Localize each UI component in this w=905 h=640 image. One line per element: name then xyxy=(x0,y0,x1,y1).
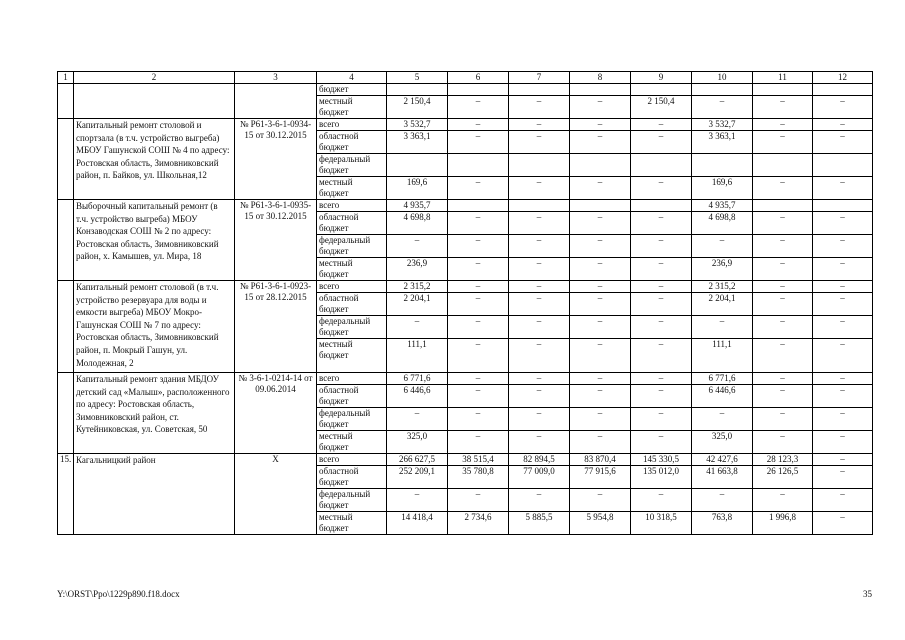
value-cell xyxy=(813,84,873,96)
value-cell: – xyxy=(813,512,873,535)
funding-source-cell: всего xyxy=(317,281,387,293)
value-cell: – xyxy=(570,339,631,373)
value-cell: – xyxy=(813,339,873,373)
funding-source-cell: федеральный бюджет xyxy=(317,408,387,431)
value-cell: – xyxy=(570,373,631,385)
value-cell xyxy=(509,84,570,96)
budget-table xyxy=(57,71,873,535)
value-cell: 77 009,0 xyxy=(509,466,570,489)
row-number-cell: 15. xyxy=(58,454,74,535)
value-cell: – xyxy=(813,408,873,431)
value-cell: 4 698,8 xyxy=(387,212,448,235)
value-cell: – xyxy=(631,235,692,258)
funding-source-cell: местный бюджет xyxy=(317,512,387,535)
value-cell: 2 150,4 xyxy=(631,96,692,119)
object-name-cell: Кагальницкий район xyxy=(74,454,235,535)
value-cell: – xyxy=(631,431,692,454)
value-cell: 325,0 xyxy=(692,431,753,454)
funding-source-cell: всего xyxy=(317,454,387,466)
value-cell: 266 627,5 xyxy=(387,454,448,466)
value-cell: – xyxy=(570,131,631,154)
value-cell: 82 894,5 xyxy=(509,454,570,466)
value-cell: 77 915,6 xyxy=(570,466,631,489)
value-cell: 35 780,8 xyxy=(448,466,509,489)
object-name-cell: Выборочный капитальный ремонт (в т.ч. устройство выгреба) МБОУ Конзаводская СОШ № 2 по адресу: Ростовская область, Зимовниковский район, х. Камышев, ул. Мира, 18 xyxy=(74,200,235,281)
value-cell: – xyxy=(387,235,448,258)
funding-source-cell: местный бюджет xyxy=(317,177,387,200)
value-cell: – xyxy=(631,281,692,293)
value-cell: – xyxy=(813,293,873,316)
value-cell: – xyxy=(692,408,753,431)
value-cell: – xyxy=(813,316,873,339)
footer-file-path: Y:\ORST\Ppo\1229p890.f18.docx xyxy=(57,589,180,599)
document-number-cell: № Р61-3-6-1-0934-15 от 30.12.2015 xyxy=(235,119,317,200)
header-cell: 3 xyxy=(235,72,317,84)
table-row xyxy=(58,454,873,466)
value-cell: – xyxy=(448,177,509,200)
value-cell: 325,0 xyxy=(387,431,448,454)
value-cell xyxy=(692,154,753,177)
value-cell: 763,8 xyxy=(692,512,753,535)
value-cell: – xyxy=(813,385,873,408)
value-cell xyxy=(570,154,631,177)
value-cell: – xyxy=(448,131,509,154)
value-cell: – xyxy=(448,293,509,316)
value-cell: – xyxy=(570,235,631,258)
value-cell xyxy=(753,200,813,212)
funding-source-cell: бюджет xyxy=(317,84,387,96)
value-cell: 1 996,8 xyxy=(753,512,813,535)
value-cell: – xyxy=(631,408,692,431)
value-cell: – xyxy=(448,408,509,431)
value-cell: – xyxy=(570,96,631,119)
value-cell: 5 885,5 xyxy=(509,512,570,535)
value-cell: – xyxy=(692,489,753,512)
value-cell: – xyxy=(509,212,570,235)
value-cell: – xyxy=(753,293,813,316)
value-cell: – xyxy=(509,385,570,408)
value-cell: – xyxy=(448,235,509,258)
value-cell: – xyxy=(753,489,813,512)
value-cell: – xyxy=(813,235,873,258)
header-cell: 5 xyxy=(387,72,448,84)
value-cell xyxy=(813,154,873,177)
value-cell: – xyxy=(448,212,509,235)
value-cell: 135 012,0 xyxy=(631,466,692,489)
header-cell: 12 xyxy=(813,72,873,84)
object-name-cell: Капитальный ремонт столовой (в т.ч. устройство резервуара для воды и емкости выгреба) МБОУ Мокро-Гашунская СОШ № 7 по адресу: Ростовская область, Зимовниковский район, п. Мокрый Гашун, ул. Молодежная, 2 xyxy=(74,281,235,373)
value-cell: 5 954,8 xyxy=(570,512,631,535)
value-cell: – xyxy=(813,466,873,489)
value-cell: – xyxy=(448,258,509,281)
value-cell: 2 315,2 xyxy=(692,281,753,293)
value-cell: – xyxy=(753,408,813,431)
header-cell: 4 xyxy=(317,72,387,84)
value-cell: 169,6 xyxy=(387,177,448,200)
value-cell: 111,1 xyxy=(387,339,448,373)
value-cell: – xyxy=(631,258,692,281)
row-number-cell xyxy=(58,84,74,119)
value-cell: – xyxy=(570,489,631,512)
value-cell: – xyxy=(448,96,509,119)
value-cell xyxy=(448,200,509,212)
value-cell: – xyxy=(631,131,692,154)
value-cell: 145 330,5 xyxy=(631,454,692,466)
value-cell xyxy=(387,154,448,177)
header-cell: 9 xyxy=(631,72,692,84)
value-cell: – xyxy=(509,119,570,131)
header-cell: 7 xyxy=(509,72,570,84)
value-cell: – xyxy=(813,281,873,293)
value-cell: – xyxy=(813,454,873,466)
object-name-cell: Капитальный ремонт здания МБДОУ детский сад «Малыш», расположенного по адресу: Ростовская область, Зимовниковский район, ст. Кутейниковская, ул. Советская, 50 xyxy=(74,373,235,454)
funding-source-cell: областной бюджет xyxy=(317,385,387,408)
document-number-cell: № Р61-3-6-1-0935-15 от 30.12.2015 xyxy=(235,200,317,281)
value-cell: – xyxy=(448,373,509,385)
value-cell: – xyxy=(753,119,813,131)
value-cell: – xyxy=(509,431,570,454)
value-cell: 26 126,5 xyxy=(753,466,813,489)
funding-source-cell: федеральный бюджет xyxy=(317,489,387,512)
value-cell: 28 123,3 xyxy=(753,454,813,466)
value-cell xyxy=(631,154,692,177)
value-cell: – xyxy=(509,96,570,119)
value-cell: – xyxy=(631,212,692,235)
value-cell: 236,9 xyxy=(387,258,448,281)
header-row xyxy=(58,72,873,84)
value-cell: 111,1 xyxy=(692,339,753,373)
value-cell: – xyxy=(753,373,813,385)
value-cell: 14 418,4 xyxy=(387,512,448,535)
value-cell: – xyxy=(509,316,570,339)
value-cell: – xyxy=(509,408,570,431)
value-cell: – xyxy=(570,431,631,454)
header-cell: 10 xyxy=(692,72,753,84)
value-cell: – xyxy=(753,212,813,235)
value-cell: – xyxy=(753,385,813,408)
value-cell: 2 315,2 xyxy=(387,281,448,293)
value-cell: – xyxy=(387,316,448,339)
value-cell: – xyxy=(813,212,873,235)
value-cell: – xyxy=(509,489,570,512)
funding-source-cell: всего xyxy=(317,119,387,131)
value-cell: 3 532,7 xyxy=(387,119,448,131)
value-cell: – xyxy=(631,119,692,131)
value-cell: 4 935,7 xyxy=(692,200,753,212)
value-cell: 83 870,4 xyxy=(570,454,631,466)
value-cell xyxy=(631,200,692,212)
value-cell: – xyxy=(448,431,509,454)
value-cell: 169,6 xyxy=(692,177,753,200)
value-cell: 6 446,6 xyxy=(692,385,753,408)
value-cell: 2 204,1 xyxy=(692,293,753,316)
value-cell: – xyxy=(813,431,873,454)
value-cell: – xyxy=(387,489,448,512)
value-cell: 6 771,6 xyxy=(692,373,753,385)
value-cell: – xyxy=(509,281,570,293)
value-cell: – xyxy=(692,316,753,339)
value-cell: – xyxy=(813,96,873,119)
value-cell: – xyxy=(631,339,692,373)
value-cell xyxy=(753,154,813,177)
row-number-cell xyxy=(58,373,74,454)
value-cell: 3 532,7 xyxy=(692,119,753,131)
funding-source-cell: местный бюджет xyxy=(317,96,387,119)
value-cell: 42 427,6 xyxy=(692,454,753,466)
header-cell: 6 xyxy=(448,72,509,84)
value-cell: 3 363,1 xyxy=(387,131,448,154)
value-cell: 4 935,7 xyxy=(387,200,448,212)
value-cell xyxy=(387,84,448,96)
value-cell: – xyxy=(570,316,631,339)
value-cell: – xyxy=(448,339,509,373)
funding-source-cell: федеральный бюджет xyxy=(317,235,387,258)
row-number-cell xyxy=(58,281,74,373)
funding-source-cell: федеральный бюджет xyxy=(317,154,387,177)
funding-source-cell: всего xyxy=(317,373,387,385)
value-cell: – xyxy=(509,177,570,200)
value-cell: – xyxy=(692,96,753,119)
value-cell: – xyxy=(813,131,873,154)
value-cell: – xyxy=(813,119,873,131)
header-cell: 11 xyxy=(753,72,813,84)
value-cell: – xyxy=(813,489,873,512)
table-row xyxy=(58,200,873,212)
value-cell: 38 515,4 xyxy=(448,454,509,466)
value-cell: – xyxy=(570,258,631,281)
value-cell xyxy=(509,154,570,177)
value-cell: – xyxy=(509,293,570,316)
value-cell: – xyxy=(570,119,631,131)
value-cell: 252 209,1 xyxy=(387,466,448,489)
table-row xyxy=(58,119,873,131)
value-cell: 3 363,1 xyxy=(692,131,753,154)
value-cell: – xyxy=(509,373,570,385)
value-cell xyxy=(692,84,753,96)
value-cell: 2 734,6 xyxy=(448,512,509,535)
funding-source-cell: областной бюджет xyxy=(317,293,387,316)
value-cell: 10 318,5 xyxy=(631,512,692,535)
value-cell: – xyxy=(631,293,692,316)
value-cell: – xyxy=(570,385,631,408)
object-name-cell: Капитальный ремонт столовой и спортзала (в т.ч. устройство выгреба) МБОУ Гашунской СОШ № 4 по адресу: Ростовская область, Зимовниковский район, п. Байков, ул. Школьная,12 xyxy=(74,119,235,200)
document-number-cell xyxy=(235,84,317,119)
value-cell: 6 446,6 xyxy=(387,385,448,408)
value-cell: – xyxy=(387,408,448,431)
value-cell xyxy=(570,84,631,96)
value-cell: – xyxy=(753,235,813,258)
value-cell: – xyxy=(753,339,813,373)
value-cell: – xyxy=(570,408,631,431)
funding-source-cell: областной бюджет xyxy=(317,131,387,154)
value-cell: – xyxy=(753,316,813,339)
value-cell: – xyxy=(448,489,509,512)
value-cell: – xyxy=(570,212,631,235)
value-cell: – xyxy=(448,385,509,408)
value-cell: – xyxy=(570,281,631,293)
value-cell: – xyxy=(509,258,570,281)
value-cell: – xyxy=(570,293,631,316)
value-cell: – xyxy=(631,385,692,408)
funding-source-cell: местный бюджет xyxy=(317,431,387,454)
value-cell: – xyxy=(813,177,873,200)
document-number-cell: Х xyxy=(235,454,317,535)
value-cell: – xyxy=(753,96,813,119)
value-cell xyxy=(631,84,692,96)
document-number-cell: № 3-6-1-0214-14 от 09.06.2014 xyxy=(235,373,317,454)
value-cell: 41 663,8 xyxy=(692,466,753,489)
value-cell xyxy=(448,84,509,96)
value-cell xyxy=(570,200,631,212)
row-number-cell xyxy=(58,200,74,281)
value-cell: – xyxy=(448,316,509,339)
value-cell: – xyxy=(753,177,813,200)
value-cell: – xyxy=(631,489,692,512)
funding-source-cell: федеральный бюджет xyxy=(317,316,387,339)
funding-source-cell: местный бюджет xyxy=(317,258,387,281)
value-cell: – xyxy=(509,131,570,154)
value-cell: – xyxy=(448,281,509,293)
value-cell: – xyxy=(692,235,753,258)
value-cell xyxy=(509,200,570,212)
value-cell: – xyxy=(753,131,813,154)
value-cell: – xyxy=(813,258,873,281)
value-cell xyxy=(753,84,813,96)
footer-page-number: 35 xyxy=(863,589,872,599)
value-cell: – xyxy=(753,281,813,293)
value-cell: – xyxy=(631,316,692,339)
header-cell: 1 xyxy=(58,72,74,84)
header-cell: 8 xyxy=(570,72,631,84)
value-cell: 4 698,8 xyxy=(692,212,753,235)
value-cell: – xyxy=(570,177,631,200)
funding-source-cell: всего xyxy=(317,200,387,212)
funding-source-cell: областной бюджет xyxy=(317,466,387,489)
value-cell: – xyxy=(631,177,692,200)
object-name-cell xyxy=(74,84,235,119)
value-cell: – xyxy=(631,373,692,385)
value-cell: 2 204,1 xyxy=(387,293,448,316)
table-row xyxy=(58,281,873,293)
table-row xyxy=(58,84,873,96)
document-number-cell: № Р61-3-6-1-0923-15 от 28.12.2015 xyxy=(235,281,317,373)
value-cell: 6 771,6 xyxy=(387,373,448,385)
value-cell: – xyxy=(813,373,873,385)
value-cell: 236,9 xyxy=(692,258,753,281)
funding-source-cell: местный бюджет xyxy=(317,339,387,373)
value-cell: – xyxy=(509,339,570,373)
value-cell: 2 150,4 xyxy=(387,96,448,119)
value-cell: – xyxy=(509,235,570,258)
value-cell: – xyxy=(448,119,509,131)
funding-source-cell: областной бюджет xyxy=(317,212,387,235)
row-number-cell xyxy=(58,119,74,200)
header-cell: 2 xyxy=(74,72,235,84)
value-cell xyxy=(813,200,873,212)
table-row xyxy=(58,373,873,385)
value-cell: – xyxy=(753,431,813,454)
value-cell: – xyxy=(753,258,813,281)
value-cell xyxy=(448,154,509,177)
